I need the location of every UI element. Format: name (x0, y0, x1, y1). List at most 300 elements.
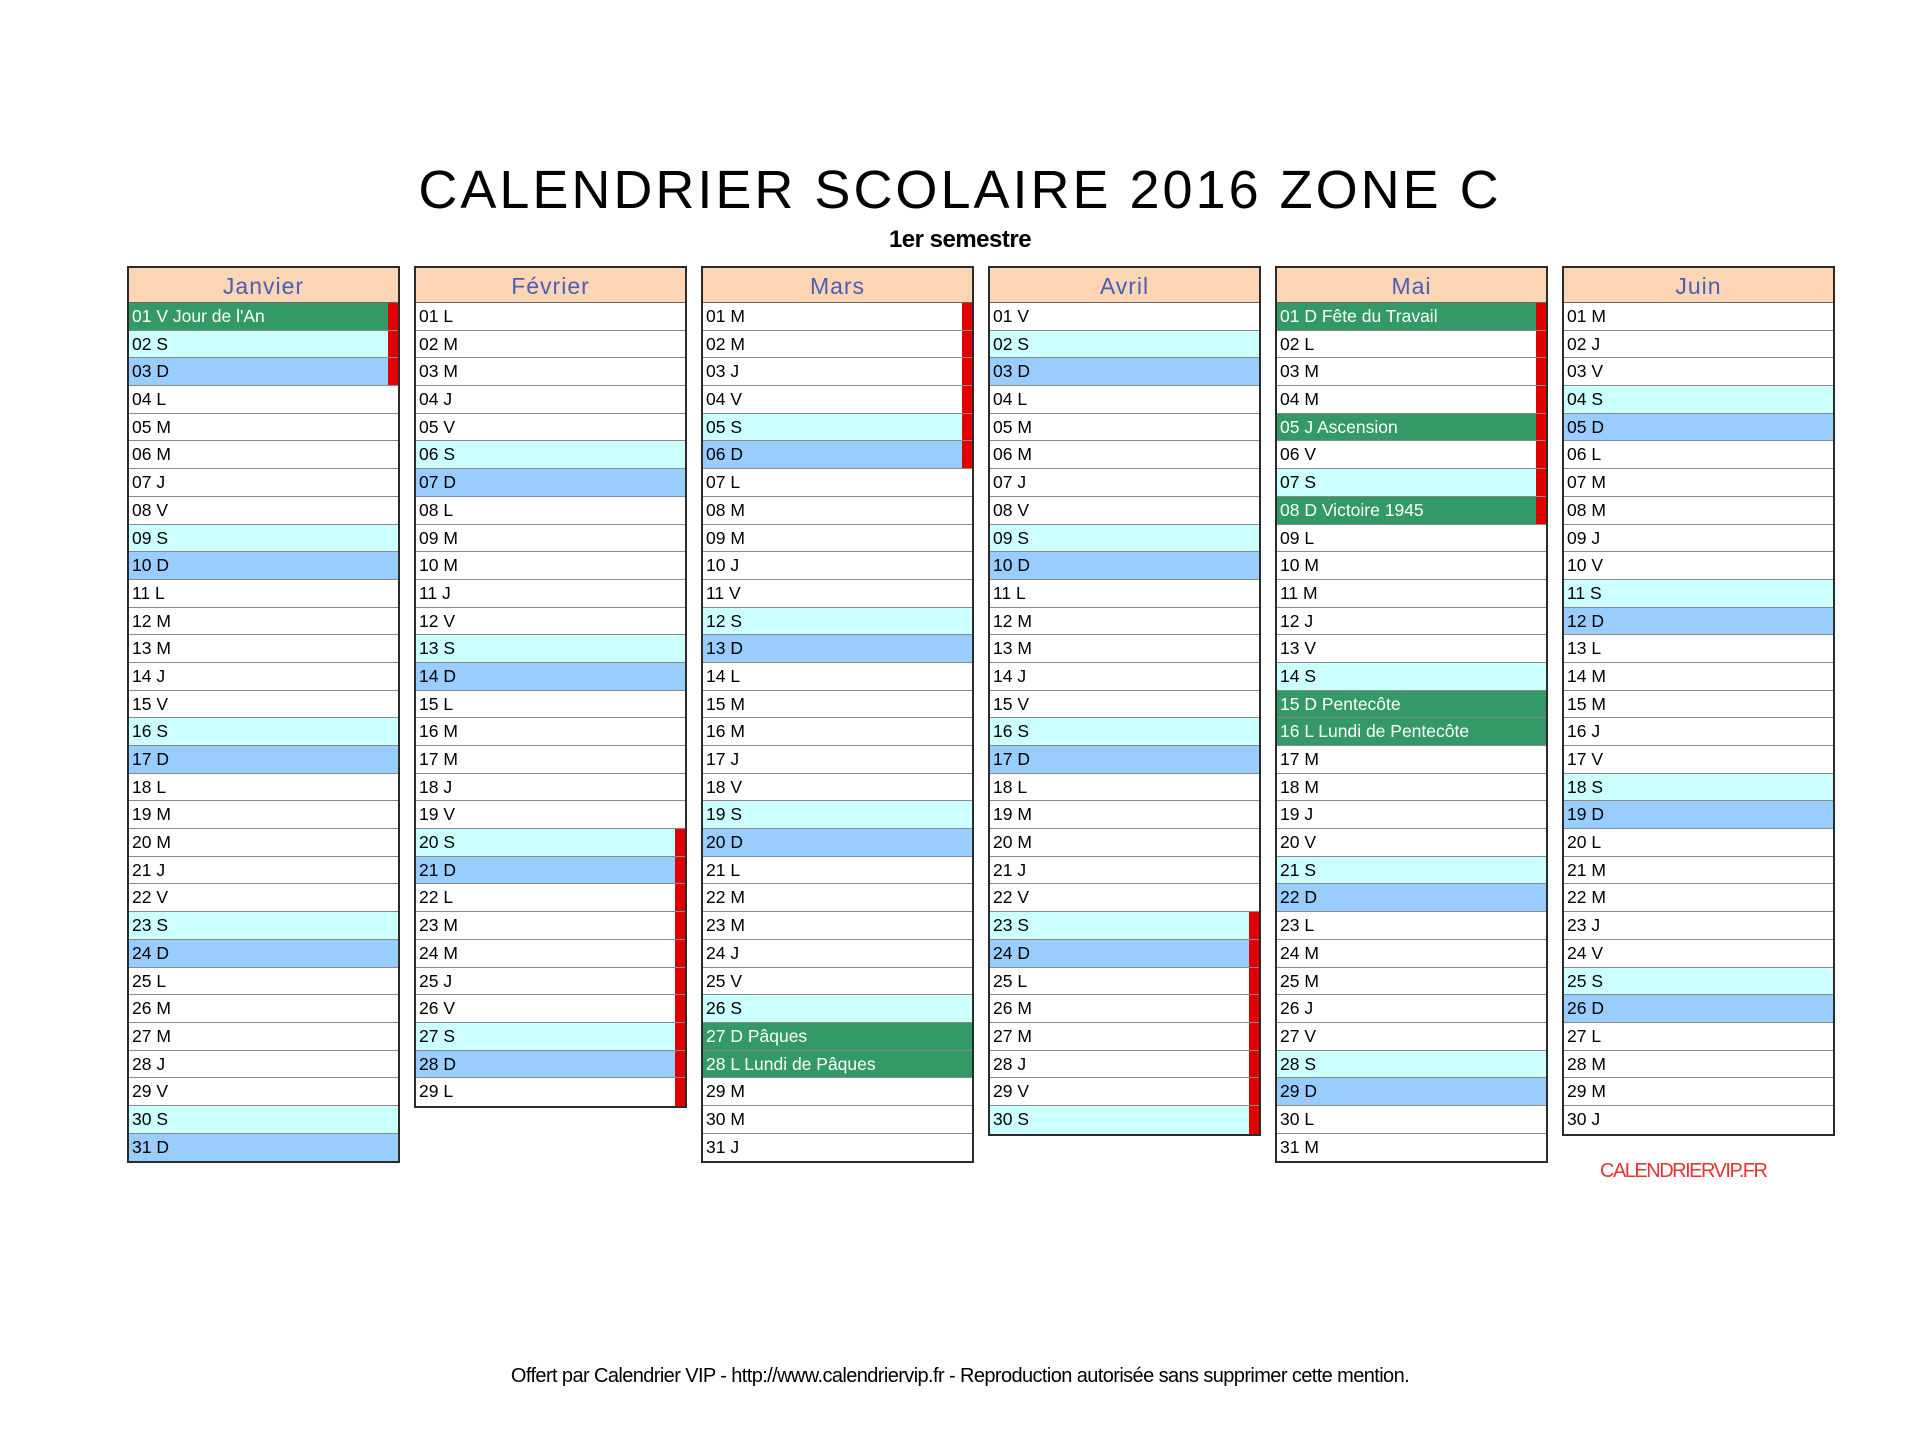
day-row (416, 884, 685, 912)
vacation-marker (1536, 469, 1546, 496)
day-row (1564, 857, 1833, 885)
day-label: 26 S (706, 998, 742, 1019)
day-row (416, 746, 685, 774)
day-row (129, 691, 398, 719)
month-header: Mars (703, 268, 972, 303)
vacation-marker (962, 386, 972, 413)
day-label: 07 J (993, 472, 1027, 493)
day-label: 13 M (993, 638, 1032, 659)
day-label: 18 L (993, 776, 1028, 797)
day-row (1277, 691, 1546, 719)
vacation-marker (675, 884, 685, 911)
day-row (990, 552, 1259, 580)
day-label: 05 V (419, 416, 455, 437)
day-row (416, 469, 685, 497)
day-label: 18 S (1567, 776, 1603, 797)
day-label: 10 D (993, 555, 1030, 576)
day-label: 25 M (1280, 970, 1319, 991)
day-row (703, 995, 972, 1023)
day-row (703, 1134, 972, 1162)
day-label: 10 D (132, 555, 169, 576)
day-label: 24 D (993, 942, 1030, 963)
day-label: 01 D Fête du Travail (1280, 306, 1438, 326)
day-label: 21 M (1567, 859, 1606, 880)
day-row (129, 801, 398, 829)
day-label: 22 M (1567, 887, 1606, 908)
day-label: 15 V (993, 693, 1029, 714)
day-row (1277, 829, 1546, 857)
day-row (703, 829, 972, 857)
footer-note: Offert par Calendrier VIP - http://www.calendriervip.fr - Reproduction autorisée sans supprimer cette mention. (510, 1365, 1410, 1387)
day-row (416, 358, 685, 386)
day-label: 01 V Jour de l'An (132, 306, 265, 326)
day-label: 06 L (1567, 444, 1602, 465)
day-row (990, 691, 1259, 719)
day-row (703, 303, 972, 331)
vacation-marker (962, 414, 972, 441)
day-label: 13 L (1567, 638, 1602, 659)
vacation-marker (675, 968, 685, 995)
day-label: 23 M (706, 915, 745, 936)
day-row (1277, 940, 1546, 968)
day-row (703, 331, 972, 359)
day-label: 26 M (132, 998, 171, 1019)
day-row (416, 663, 685, 691)
day-row (129, 829, 398, 857)
day-row (1564, 718, 1833, 746)
day-row (129, 358, 398, 386)
day-label: 27 M (132, 1025, 171, 1046)
day-row (703, 441, 972, 469)
day-row (1564, 608, 1833, 636)
day-label: 31 D (132, 1136, 169, 1157)
day-row (1277, 386, 1546, 414)
day-row (1277, 774, 1546, 802)
day-row (1277, 1051, 1546, 1079)
day-label: 23 L (1280, 915, 1315, 936)
day-label: 08 L (419, 499, 454, 520)
day-label: 17 D (132, 749, 169, 769)
day-row (990, 1051, 1259, 1079)
day-row (1277, 608, 1546, 636)
day-label: 24 M (1280, 942, 1319, 963)
day-label: 27 S (419, 1025, 455, 1046)
day-label: 31 M (1280, 1136, 1319, 1157)
day-label: 18 J (419, 776, 453, 797)
day-row (1564, 1023, 1833, 1051)
day-row (703, 912, 972, 940)
day-label: 20 M (993, 832, 1032, 853)
day-row (129, 608, 398, 636)
day-row (990, 884, 1259, 912)
day-label: 19 M (993, 804, 1032, 825)
day-row (129, 497, 398, 525)
vacation-marker (1536, 331, 1546, 358)
day-label: 07 J (132, 472, 166, 493)
day-label: 03 V (1567, 361, 1603, 382)
page-subtitle: 1er semestre (888, 226, 1032, 253)
day-row (703, 552, 972, 580)
day-row (1564, 1078, 1833, 1106)
day-label: 02 L (1280, 333, 1315, 354)
day-label: 11 L (132, 582, 165, 603)
day-label: 09 M (706, 527, 745, 548)
day-label: 22 V (993, 887, 1029, 908)
day-row (1277, 1106, 1546, 1134)
day-label: 19 S (706, 804, 742, 825)
day-label: 04 J (419, 389, 453, 410)
day-label: 13 M (132, 638, 171, 659)
day-label: 30 S (132, 1108, 168, 1129)
day-label: 02 S (132, 333, 168, 354)
day-row (990, 608, 1259, 636)
day-label: 02 J (1567, 333, 1601, 354)
day-label: 19 V (419, 804, 455, 825)
day-row (129, 525, 398, 553)
day-row (129, 469, 398, 497)
day-row (129, 1023, 398, 1051)
day-row (1564, 746, 1833, 774)
day-label: 29 V (132, 1081, 168, 1102)
day-label: 22 M (706, 887, 745, 908)
day-label: 28 J (993, 1053, 1027, 1074)
month-header: Février (416, 268, 685, 303)
day-label: 15 D Pentecôte (1280, 693, 1401, 714)
day-row (1564, 469, 1833, 497)
day-row (1564, 386, 1833, 414)
day-row (1564, 884, 1833, 912)
day-row (703, 497, 972, 525)
vacation-marker (388, 358, 398, 385)
day-row (129, 580, 398, 608)
day-row (990, 414, 1259, 442)
day-row (1564, 774, 1833, 802)
day-label: 14 J (132, 665, 166, 686)
day-label: 21 D (419, 859, 456, 880)
day-label: 07 S (1280, 472, 1316, 493)
day-label: 23 S (993, 915, 1029, 936)
day-row (703, 635, 972, 663)
day-row (129, 940, 398, 968)
day-row (703, 525, 972, 553)
day-row (1277, 663, 1546, 691)
day-row (416, 995, 685, 1023)
day-row (990, 857, 1259, 885)
day-label: 25 J (419, 970, 453, 991)
day-label: 06 M (132, 444, 171, 465)
day-label: 05 M (132, 416, 171, 437)
day-row (1277, 857, 1546, 885)
day-row (1277, 746, 1546, 774)
vacation-marker (388, 303, 398, 330)
day-label: 26 V (419, 998, 455, 1019)
day-row (1277, 912, 1546, 940)
day-row (129, 912, 398, 940)
day-row (703, 580, 972, 608)
day-label: 01 M (1567, 306, 1606, 326)
day-label: 13 D (706, 638, 743, 659)
day-label: 08 V (993, 499, 1029, 520)
vacation-marker (1536, 386, 1546, 413)
day-row (703, 884, 972, 912)
day-label: 07 D (419, 472, 456, 493)
vacation-marker (1536, 441, 1546, 468)
day-row (703, 1051, 972, 1079)
day-label: 24 M (419, 942, 458, 963)
day-row (1564, 691, 1833, 719)
day-row (1564, 995, 1833, 1023)
day-label: 03 M (419, 361, 458, 382)
vacation-marker (1249, 995, 1259, 1022)
day-label: 08 M (706, 499, 745, 520)
month-header: Juin (1564, 268, 1833, 303)
day-row (990, 912, 1259, 940)
day-row (990, 1078, 1259, 1106)
day-row (1277, 525, 1546, 553)
day-label: 19 J (1280, 804, 1314, 825)
day-label: 15 L (419, 693, 454, 714)
day-row (416, 580, 685, 608)
day-label: 27 V (1280, 1025, 1316, 1046)
day-label: 24 V (1567, 942, 1603, 963)
day-label: 15 V (132, 693, 168, 714)
day-label: 14 D (419, 665, 456, 686)
day-label: 28 D (419, 1053, 456, 1074)
day-label: 03 D (993, 361, 1030, 382)
day-row (129, 663, 398, 691)
day-row (990, 497, 1259, 525)
day-row (703, 1106, 972, 1134)
day-row (990, 829, 1259, 857)
day-label: 29 M (706, 1081, 745, 1102)
day-label: 01 V (993, 306, 1029, 326)
day-row (1277, 580, 1546, 608)
day-row (703, 1023, 972, 1051)
day-row (1564, 1106, 1833, 1134)
day-label: 24 J (706, 942, 740, 963)
day-label: 15 M (1567, 693, 1606, 714)
day-label: 14 L (706, 665, 741, 686)
day-row (703, 968, 972, 996)
day-row (416, 968, 685, 996)
day-row (703, 663, 972, 691)
day-row (703, 774, 972, 802)
day-row (1277, 801, 1546, 829)
day-label: 25 S (1567, 970, 1603, 991)
day-row (1564, 552, 1833, 580)
day-label: 05 S (706, 416, 742, 437)
day-row (1564, 497, 1833, 525)
day-row (1277, 884, 1546, 912)
day-label: 11 J (419, 582, 451, 603)
day-row (1277, 303, 1546, 331)
day-label: 26 J (1280, 998, 1314, 1019)
day-row (990, 1023, 1259, 1051)
day-row (703, 857, 972, 885)
vacation-marker (675, 1023, 685, 1050)
day-label: 28 S (1280, 1053, 1316, 1074)
day-label: 09 L (1280, 527, 1315, 548)
day-label: 21 L (706, 859, 741, 880)
month-header: Avril (990, 268, 1259, 303)
day-row (416, 801, 685, 829)
day-label: 27 D Pâques (706, 1025, 808, 1046)
day-row (129, 1051, 398, 1079)
day-label: 16 L Lundi de Pentecôte (1280, 721, 1470, 742)
day-label: 28 M (1567, 1053, 1606, 1074)
day-label: 21 S (1280, 859, 1316, 880)
day-label: 06 D (706, 444, 743, 465)
day-row (129, 303, 398, 331)
day-row (416, 1078, 685, 1106)
day-row (129, 995, 398, 1023)
day-label: 10 M (1280, 555, 1319, 576)
day-row (1277, 635, 1546, 663)
day-row (129, 884, 398, 912)
day-label: 19 D (1567, 804, 1604, 825)
day-label: 17 D (993, 749, 1030, 769)
day-label: 29 D (1280, 1081, 1317, 1102)
day-row (703, 469, 972, 497)
day-row (1564, 414, 1833, 442)
day-label: 08 D Victoire 1945 (1280, 499, 1424, 520)
day-row (1564, 829, 1833, 857)
day-label: 03 J (706, 361, 740, 382)
day-label: 11 V (706, 582, 741, 603)
day-label: 25 L (132, 970, 167, 991)
day-row (129, 968, 398, 996)
vacation-marker (1249, 940, 1259, 967)
day-label: 16 S (132, 721, 168, 742)
day-row (129, 1106, 398, 1134)
day-label: 04 L (993, 389, 1028, 410)
day-label: 30 J (1567, 1108, 1601, 1129)
vacation-marker (1249, 1106, 1259, 1134)
day-row (1564, 358, 1833, 386)
day-label: 30 L (1280, 1108, 1315, 1129)
vacation-marker (388, 331, 398, 358)
day-row (416, 691, 685, 719)
day-row (416, 525, 685, 553)
vacation-marker (962, 358, 972, 385)
day-row (129, 552, 398, 580)
day-row (129, 414, 398, 442)
day-label: 28 L Lundi de Pâques (706, 1053, 876, 1074)
vacation-marker (1536, 303, 1546, 330)
day-row (703, 718, 972, 746)
day-row (1564, 635, 1833, 663)
day-label: 21 J (993, 859, 1027, 880)
day-label: 26 M (993, 998, 1032, 1019)
day-label: 17 J (706, 749, 740, 769)
day-label: 11 S (1567, 582, 1602, 603)
day-label: 30 M (706, 1108, 745, 1129)
day-row (703, 608, 972, 636)
vacation-marker (675, 857, 685, 884)
day-row (703, 746, 972, 774)
day-label: 18 M (1280, 776, 1319, 797)
day-label: 31 J (706, 1136, 740, 1157)
vacation-marker (1249, 968, 1259, 995)
month-column (414, 266, 687, 1108)
day-label: 20 L (1567, 832, 1602, 853)
day-row (703, 801, 972, 829)
day-row (129, 857, 398, 885)
day-label: 12 M (993, 610, 1032, 631)
day-label: 04 M (1280, 389, 1319, 410)
day-row (703, 1078, 972, 1106)
day-label: 04 L (132, 389, 167, 410)
day-label: 02 M (419, 333, 458, 354)
day-label: 01 L (419, 306, 454, 326)
vacation-marker (962, 303, 972, 330)
day-label: 26 D (1567, 998, 1604, 1019)
day-row (1564, 580, 1833, 608)
day-row (416, 331, 685, 359)
day-label: 17 M (1280, 749, 1319, 769)
day-label: 25 L (993, 970, 1028, 991)
day-row (990, 663, 1259, 691)
vacation-marker (675, 1078, 685, 1106)
day-row (990, 580, 1259, 608)
day-row (416, 857, 685, 885)
day-label: 22 V (132, 887, 168, 908)
day-label: 10 V (1567, 555, 1603, 576)
day-label: 06 M (993, 444, 1032, 465)
day-row (1277, 331, 1546, 359)
day-label: 29 M (1567, 1081, 1606, 1102)
day-row (1277, 497, 1546, 525)
day-row (129, 774, 398, 802)
day-label: 16 M (419, 721, 458, 742)
day-row (416, 303, 685, 331)
vacation-marker (675, 1051, 685, 1078)
day-label: 29 V (993, 1081, 1029, 1102)
day-label: 09 S (993, 527, 1029, 548)
day-label: 23 J (1567, 915, 1601, 936)
day-label: 08 M (1567, 499, 1606, 520)
day-row (703, 940, 972, 968)
day-row (1277, 414, 1546, 442)
day-row (129, 1078, 398, 1106)
day-row (990, 746, 1259, 774)
day-label: 27 M (993, 1025, 1032, 1046)
day-label: 15 M (706, 693, 745, 714)
vacation-marker (1536, 497, 1546, 524)
day-row (1564, 1051, 1833, 1079)
day-label: 30 S (993, 1108, 1029, 1129)
vacation-marker (1249, 1051, 1259, 1078)
day-label: 09 M (419, 527, 458, 548)
day-row (990, 1106, 1259, 1134)
day-row (990, 801, 1259, 829)
day-label: 04 V (706, 389, 742, 410)
day-row (703, 691, 972, 719)
day-label: 16 S (993, 721, 1029, 742)
day-row (129, 718, 398, 746)
day-label: 14 J (993, 665, 1027, 686)
month-header: Janvier (129, 268, 398, 303)
day-row (416, 774, 685, 802)
day-label: 18 V (706, 776, 742, 797)
day-label: 13 V (1280, 638, 1316, 659)
day-row (1277, 552, 1546, 580)
day-label: 20 M (132, 832, 171, 853)
day-label: 09 S (132, 527, 168, 548)
day-row (990, 718, 1259, 746)
day-row (1277, 1023, 1546, 1051)
day-row (416, 441, 685, 469)
